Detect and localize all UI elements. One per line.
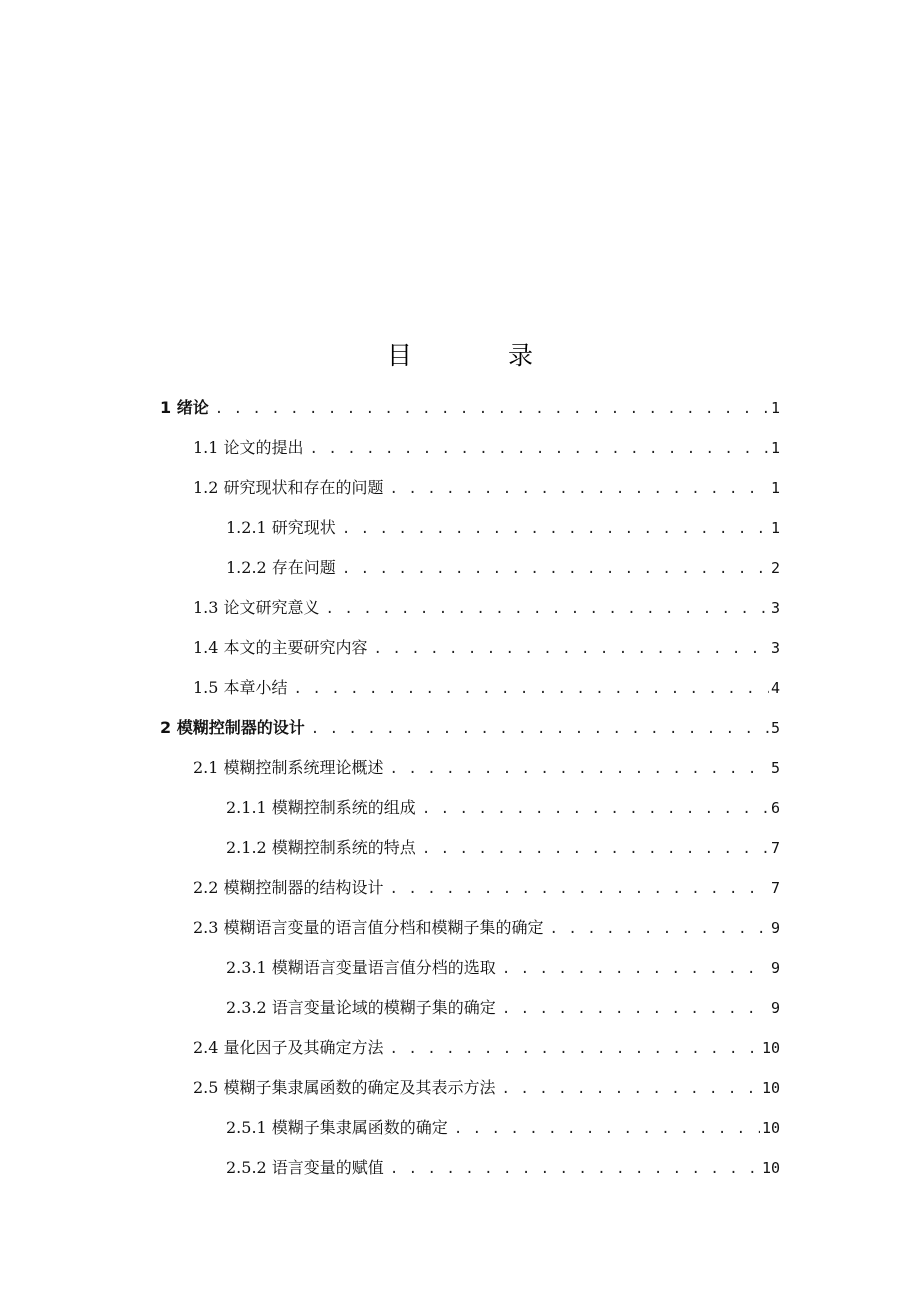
toc-entry-chapter-1: [160, 396, 780, 420]
toc-entry-1-2: [193, 476, 780, 500]
toc-entry-1-3: [193, 596, 780, 620]
toc-leader-dots: [215, 397, 769, 421]
toc-entry-text: 1.2.1 研究现状: [226, 518, 336, 537]
toc-page-number: 5: [770, 719, 780, 737]
toc-page-number: 1: [770, 519, 780, 537]
toc-page-number: 3: [770, 599, 780, 617]
toc-page-number: 1: [770, 479, 780, 497]
toc-entry-1-2-1: [226, 516, 780, 540]
toc-leader-dots: [374, 637, 769, 661]
toc-entry-text: 2.3.2 语言变量论域的模糊子集的确定: [226, 998, 496, 1017]
toc-page-number: 9: [770, 999, 780, 1017]
toc-entry-text: 1.4 本文的主要研究内容: [193, 638, 368, 657]
toc-leader-dots: [502, 997, 769, 1021]
toc-entry-text: 2 模糊控制器的设计: [160, 718, 305, 737]
toc-entry-text: 2.5.1 模糊子集隶属函数的确定: [226, 1118, 448, 1137]
toc-leader-dots: [502, 957, 769, 981]
toc-page-number: 1: [770, 399, 780, 417]
toc-entry-text: 1.5 本章小结: [193, 678, 288, 697]
toc-entry-text: 1.2.2 存在问题: [226, 558, 336, 577]
toc-leader-dots: [422, 797, 769, 821]
toc-entry-text: 2.1 模糊控制系统理论概述: [193, 758, 384, 777]
toc-entry-text: 1.1 论文的提出: [193, 438, 304, 457]
toc-entry-1-4: [193, 636, 780, 660]
toc-entry-text: 2.2 模糊控制器的结构设计: [193, 878, 384, 897]
toc-entry-2-3-2: [226, 996, 780, 1020]
toc-entry-2-5-1: [226, 1116, 780, 1140]
toc-entry-2-3-1: [226, 956, 780, 980]
toc-page-number: 1: [770, 439, 780, 457]
toc-leader-dots: [502, 1077, 760, 1101]
toc-entry-1-5: [193, 676, 780, 700]
toc-leader-dots: [422, 837, 769, 861]
toc-page-number: 5: [770, 759, 780, 777]
toc-entry-2-5: [193, 1076, 780, 1100]
toc-entry-text: 2.5 模糊子集隶属函数的确定及其表示方法: [193, 1078, 496, 1097]
toc-entry-text: 2.3 模糊语言变量的语言值分档和模糊子集的确定: [193, 918, 544, 937]
toc-leader-dots: [294, 677, 769, 701]
toc-entry-text: 2.1.2 模糊控制系统的特点: [226, 838, 416, 857]
toc-leader-dots: [311, 717, 769, 741]
toc-entry-2-3: [193, 916, 780, 940]
toc-entry-text: 1 绪论: [160, 398, 209, 417]
toc-page-number: 9: [770, 919, 780, 937]
toc-page-number: 6: [770, 799, 780, 817]
toc-entry-text: 2.1.1 模糊控制系统的组成: [226, 798, 416, 817]
toc-entry-2-4: [193, 1036, 780, 1060]
toc-entry-text: 1.3 论文研究意义: [193, 598, 320, 617]
toc-leader-dots: [390, 757, 769, 781]
toc-entry-chapter-2: [160, 716, 780, 740]
toc-entry-text: 2.5.2 语言变量的赋值: [226, 1158, 384, 1177]
toc-page-number: 10: [761, 1159, 780, 1177]
toc-entry-2-2: [193, 876, 780, 900]
toc-leader-dots: [310, 437, 769, 461]
toc-leader-dots: [550, 917, 769, 941]
toc-leader-dots: [342, 557, 769, 581]
toc-page-number: 10: [761, 1039, 780, 1057]
toc-entry-text: 1.2 研究现状和存在的问题: [193, 478, 384, 497]
toc-leader-dots: [342, 517, 769, 541]
toc-page-number: 10: [761, 1079, 780, 1097]
toc-page-number: 7: [770, 879, 780, 897]
toc-page-number: 2: [770, 559, 780, 577]
toc-leader-dots: [390, 477, 769, 501]
toc-leader-dots: [390, 877, 769, 901]
toc-leader-dots: [326, 597, 769, 621]
toc-entry-2-5-2: [226, 1156, 780, 1180]
toc-leader-dots: [390, 1037, 760, 1061]
toc-page-number: 9: [770, 959, 780, 977]
toc-entry-2-1-1: [226, 796, 780, 820]
toc-entry-text: 2.3.1 模糊语言变量语言值分档的选取: [226, 958, 496, 977]
toc-page-number: 3: [770, 639, 780, 657]
toc-page-number: 7: [770, 839, 780, 857]
toc-page-number: 4: [770, 679, 780, 697]
toc-entry-1-2-2: [226, 556, 780, 580]
toc-leader-dots: [390, 1157, 760, 1181]
toc-leader-dots: [454, 1117, 760, 1141]
toc-page-number: 10: [761, 1119, 780, 1137]
toc-title: 目 录: [387, 341, 577, 370]
toc-entry-text: 2.4 量化因子及其确定方法: [193, 1038, 384, 1057]
toc-entry-1-1: [193, 436, 780, 460]
toc-entry-2-1-2: [226, 836, 780, 860]
toc-entry-2-1: [193, 756, 780, 780]
